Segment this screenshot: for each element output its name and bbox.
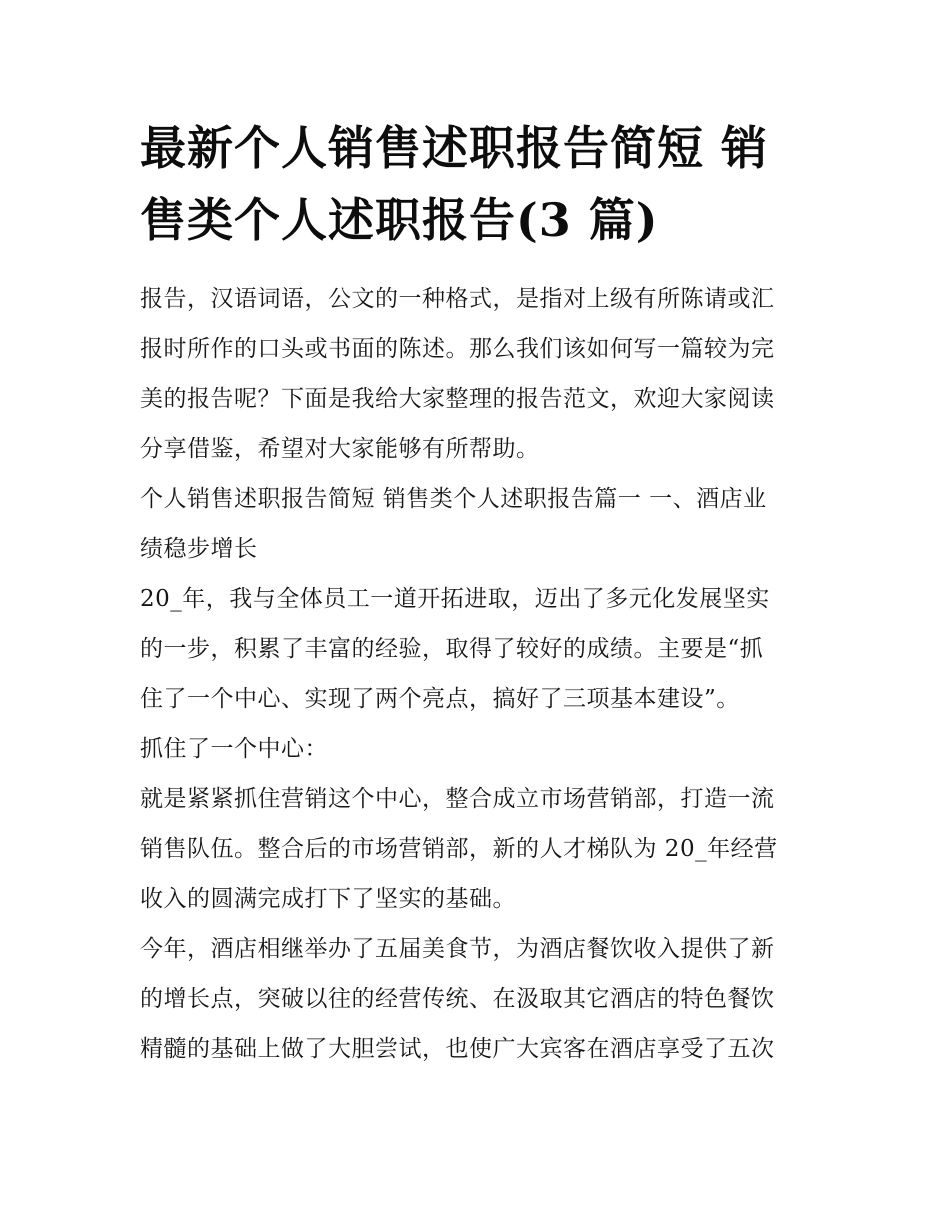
title-line: 售类个人述职报告(3 篇): [140, 193, 659, 247]
text-line: 的增长点，突破以往的经营传统、在汲取其它酒店的特色餐饮: [140, 986, 775, 1012]
text-line: 就是紧紧抓住营销这个中心，整合成立市场营销部，打造一流: [140, 786, 775, 812]
text-line: 绩稳步增长: [140, 536, 258, 562]
document-page: [140, 112, 812, 1074]
text-line: 抓住了一个中心：: [140, 736, 328, 762]
document-title: [140, 112, 812, 256]
text-line: 今年，酒店相继举办了五届美食节，为酒店餐饮收入提供了新: [140, 936, 775, 962]
section-heading-paragraph: [140, 474, 812, 574]
body-paragraph: [140, 574, 812, 724]
text-line: 个人销售述职报告简短 销售类个人述职报告篇一 一、酒店业: [140, 486, 767, 512]
text-line: 报时所作的口头或书面的陈述。那么我们该如何写一篇较为完: [140, 336, 775, 362]
text-line: 美的报告呢？下面是我给大家整理的报告范文，欢迎大家阅读: [140, 386, 775, 412]
title-line: 最新个人销售述职报告简短 销: [140, 121, 769, 175]
text-line: 20_年，我与全体员工一道开拓进取，迈出了多元化发展坚实: [140, 586, 770, 612]
text-line: 精髓的基础上做了大胆尝试，也使广大宾客在酒店享受了五次: [140, 1036, 775, 1062]
body-paragraph: [140, 774, 812, 924]
text-line: 销售队伍。整合后的市场营销部，新的人才梯队为 20_年经营: [140, 836, 778, 862]
text-line: 报告，汉语词语，公文的一种格式，是指对上级有所陈请或汇: [140, 286, 775, 312]
body-paragraph: [140, 924, 812, 1074]
text-line: 住了一个中心、实现了两个亮点，搞好了三项基本建设”。: [140, 686, 740, 712]
subheading-paragraph: [140, 724, 812, 774]
text-line: 分享借鉴，希望对大家能够有所帮助。: [140, 436, 540, 462]
intro-paragraph: [140, 274, 812, 474]
text-line: 的一步，积累了丰富的经验，取得了较好的成绩。主要是“抓: [140, 636, 764, 662]
text-line: 收入的圆满完成打下了坚实的基础。: [140, 886, 516, 912]
